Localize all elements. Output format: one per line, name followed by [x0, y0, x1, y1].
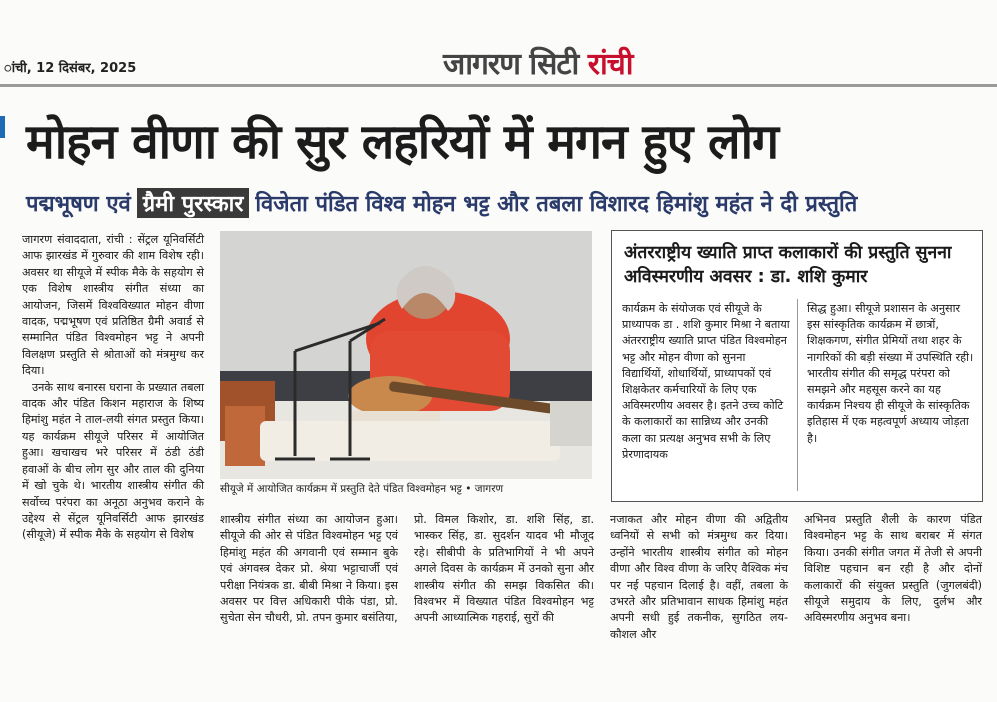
subhead-pre: पद्मभूषण एवं [26, 192, 131, 217]
page-header [0, 0, 997, 88]
paragraph-1: जागरण संवाददाता, रांची : सेंट्रल यूनिवर्सिटी आफ झारखंड में गुरुवार की शाम विशेष रही। अवसर था सीयूजे में स्पीक मैके के सहयोग से एक विशेष शास्त्रीय संगीत संध्या का आयोजन, जिसमें विश्वविख्यात मोहन वीणा वादक, पद्मभूषण एवं प्रतिष्ठित ग्रैमी अवार्ड से सम्मानित पंडित विश्वमोहन भट्ट ने अपनी विलक्षण प्रस्तुति से श्रोताओं को मंत्रमुग्ध कर दिया। [22, 233, 204, 378]
header-rule [0, 84, 997, 87]
masthead [443, 42, 633, 83]
performer-illustration [220, 231, 592, 479]
quote-box-right-column: सिद्ध हुआ। सीयूजे प्रशासन के अनुसार इस सांस्कृतिक कार्यक्रम में छात्रों, शिक्षकगण, संगीत प्रेमियों तथा शहर के नागरिकों की बड़ी संख्या में उपस्थिति रही। भारतीय संगीत की समृद्ध परंपरा को समझने और महसूस करने का यह कार्यक्रम निश्चय ही सीयूजे के सांस्कृतिक इतिहास में एक महत्वपूर्ण अध्याय जोड़ता है। [807, 302, 974, 445]
masthead-city: जागरण सिटी [443, 47, 579, 82]
article-column-2: शास्त्रीय संगीत संध्या का आयोजन हुआ। सीयूजे की ओर से पंडित विश्वमोहन भट्ट एवं हिमांशु महंत की अगवानी एवं सम्मान बुके एवं अंगवस्त्र देकर प्रो. श्रेया भट्टाचार्जी एवं परीक्षा नियंत्रक डा. बीबी मिश्रा ने किया। इस अवसर पर वित्त अधिकारी पीके पंडा, प्रो. सुचेता सेन चौधरी, प्रो. तपन कुमार बसंतिया, [220, 513, 398, 625]
dateline: ांची, 12 दिसंबर, 2025 [4, 61, 137, 76]
concert-photo [220, 231, 592, 479]
article-column-3: प्रो. विमल किशोर, डा. शशि सिंह, डा. भास्कर सिंह, डा. सुदर्शन यादव भी मौजूद रहे। सीबीपी के प्रतिभागियों ने भी अपने अगले दिवस के कार्यक्रम में उनको सुना और शास्त्रीय संगीत की समझ विकसित की। विश्वभर में विख्यात पंडित विश्वमोहन भट्ट अपनी आध्यात्मिक गहराई, सुरों की [414, 513, 594, 625]
quote-box-left-column: कार्यक्रम के संयोजक एवं सीयूजे के प्राध्यापक डा . शशि कुमार मिश्रा ने बताया अंतरराष्ट्रीय ख्याति प्राप्त पंडित विश्वमोहन भट्ट और मोहन वीणा को सुनना विद्यार्थियों, शोधार्थियों, प्राध्यापकों एवं शिक्षकेतर कर्मचारियों के लिए एक अविस्मरणीय अवसर है। इतने उच्च कोटि के कलाकारों का सान्निध्य और उनकी कला का प्रत्यक्ष अनुभव सभी के लिए प्रेरणादायक [622, 302, 790, 461]
subheadline [26, 187, 966, 219]
subhead-post: विजेता पंडित विश्व मोहन भट्ट और तबला विशारद हिमांशु महंत ने दी प्रस्तुति [255, 192, 858, 217]
paragraph-2: उनके साथ बनारस घराना के प्रख्यात तबला वादक और पंडित किशन महाराज के शिष्य हिमांशु महंत ने ताल-लयी संगत प्रस्तुत किया। यह कार्यक्रम सीयूजे परिसर में आयोजित हुआ। खचाखच भरे परिसर में ठंडी ठंडी हवाओं के बीच लोग सुर और ताल की दुनिया में खो चुके थे। भारतीय शास्त्रीय संगीत की सर्वोच्च परंपरा का अनूठा अनुभव कराने के उद्देश्य से सेंट्रल यूनिवर्सिटी आफ झारखंड (सीयूजे) में स्पीक मैके के सहयोग से विशेष [22, 380, 204, 542]
section-marker [0, 116, 5, 138]
quote-box [611, 230, 983, 502]
headline: मोहन वीणा की सुर लहरियों में मगन हुए लोग [26, 114, 779, 170]
photo-caption: सीयूजे में आयोजित कार्यक्रम में प्रस्तुति देते पंडित विश्वमोहन भट्ट • जागरण [220, 483, 504, 495]
quote-box-title: अंतरराष्ट्रीय ख्याति प्राप्त कलाकारों की प्रस्तुति सुनना अविस्मरणीय अवसर : डा. शशि कुमार [624, 243, 952, 287]
article-column-1 [22, 232, 204, 682]
subhead-highlight: ग्रैमी पुरस्कार [137, 188, 250, 218]
article-column-4: नजाकत और मोहन वीणा की अद्वितीय ध्वनियों से सभी को मंत्रमुग्ध कर दिया। उन्होंने भारतीय शास्त्रीय संगीत को मोहन वीणा और विश्व वीणा के जरिए वैश्विक मंच पर नई पहचान दिलाई है। वहीं, तबला के उभरते और प्रतिभावान साधक हिमांशु महंत अपनी सधी हुई तकनीक, सुगठित लय-कौशल और [610, 513, 788, 641]
masthead-ranchi: रांची [587, 47, 633, 82]
quote-box-divider [797, 299, 798, 491]
article-column-5: अभिनव प्रस्तुति शैली के कारण पंडित विश्वमोहन भट्ट के साथ बराबर में संगत किया। उनकी संगीत जगत में तेजी से अपनी विशिष्ट पहचान बन रही है और दोनों कलाकारों की संयुक्त प्रस्तुति (जुगलबंदी) सीयूजे समुदाय के लिए, दुर्लभ और अविस्मरणीय अनुभव बना। [804, 513, 982, 625]
